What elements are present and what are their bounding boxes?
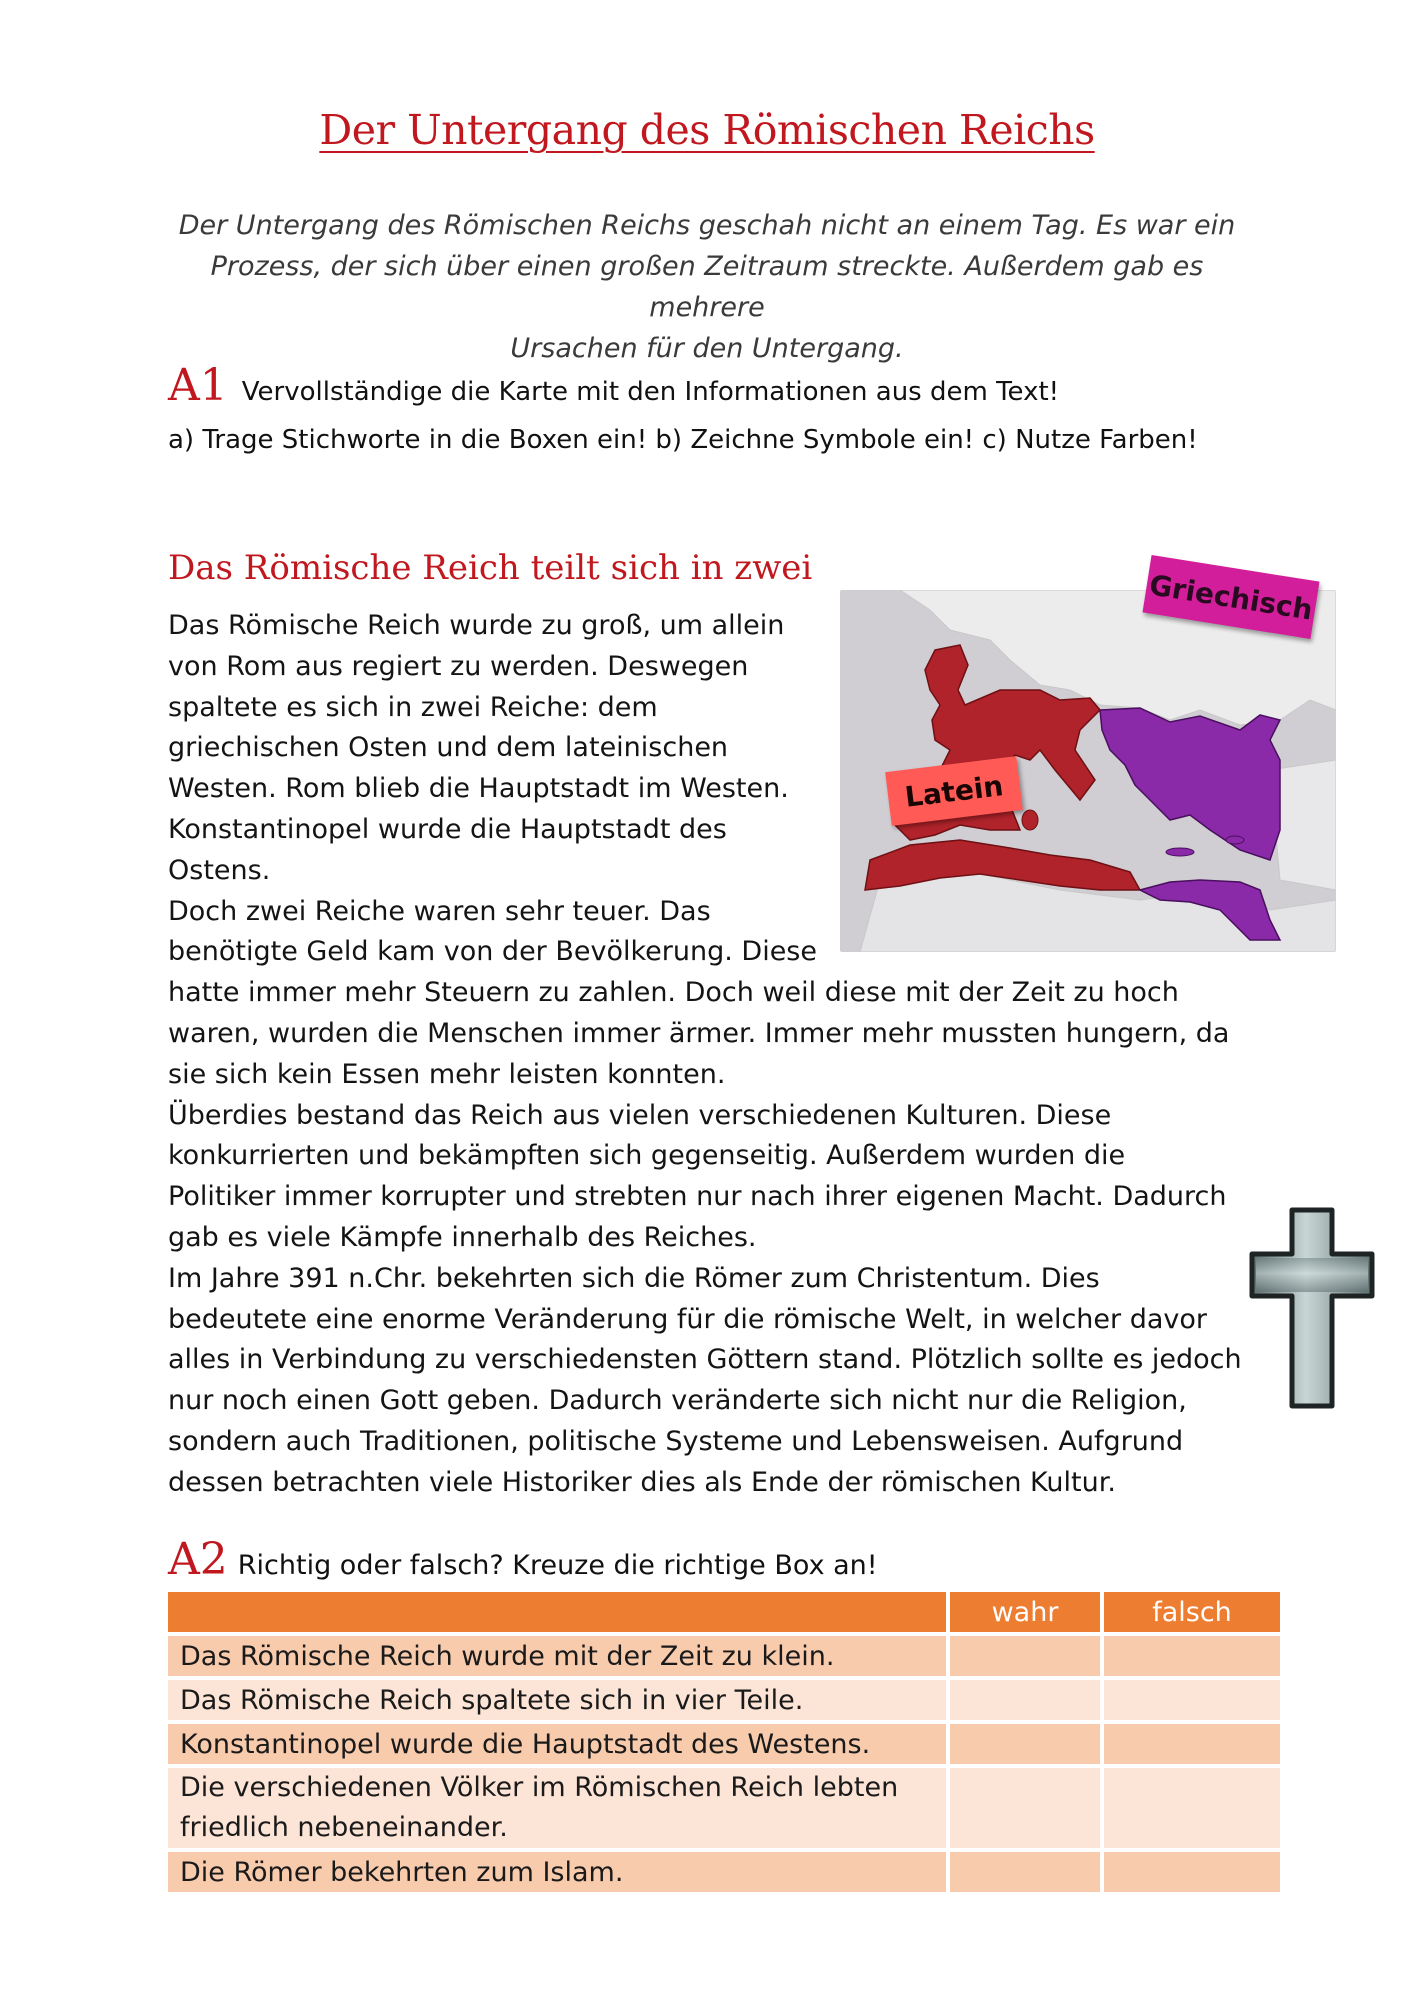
statement-cell: Das Römische Reich wurde mit der Zeit zu klein. bbox=[168, 1636, 946, 1676]
section-heading: Das Römische Reich teilt sich in zwei bbox=[168, 548, 813, 588]
statement-cell: Das Römische Reich spaltete sich in vier Teile. bbox=[168, 1680, 946, 1720]
body-line: nur noch einen Gott geben. Dadurch veränderte sich nicht nur die Religion, bbox=[168, 1385, 1187, 1417]
body-line: Im Jahre 391 n.Chr. bekehrten sich die Römer zum Christentum. Dies bbox=[168, 1262, 1100, 1294]
false-checkbox[interactable] bbox=[1100, 1680, 1280, 1720]
body-line: benötigte Geld kam von der Bevölkerung. Diese bbox=[168, 936, 817, 968]
body-line: Ostens. bbox=[168, 854, 271, 886]
body-line: Überdies bestand das Reich aus vielen verschiedenen Kulturen. Diese bbox=[168, 1099, 1112, 1131]
body-line: Westen. Rom blieb die Hauptstadt im Westen. bbox=[168, 773, 789, 805]
table-row bbox=[168, 1636, 1280, 1676]
cross-icon bbox=[1246, 1206, 1378, 1412]
statement-cell: Die Römer bekehrten zum Islam. bbox=[168, 1852, 946, 1892]
intro-line: Ursachen für den Untergang. bbox=[510, 333, 904, 364]
task1-line1: Vervollständige die Karte mit den Informationen aus dem Text! bbox=[241, 377, 1060, 407]
statement-line: Die verschiedenen Völker im Römischen Reich lebten bbox=[180, 1772, 899, 1803]
map-island bbox=[1166, 848, 1194, 856]
table-header-false: falsch bbox=[1100, 1592, 1280, 1632]
statement-cell: Konstantinopel wurde die Hauptstadt des Westens. bbox=[168, 1724, 946, 1764]
table-row bbox=[168, 1680, 1280, 1720]
true-checkbox[interactable] bbox=[946, 1724, 1100, 1764]
body-line: griechischen Osten und dem lateinischen bbox=[168, 732, 729, 764]
statement-line: friedlich nebeneinander. bbox=[180, 1812, 508, 1843]
intro-paragraph bbox=[160, 205, 1254, 369]
false-checkbox[interactable] bbox=[1100, 1636, 1280, 1676]
map-label-east: Griechisch bbox=[1143, 555, 1320, 639]
statement-cell bbox=[168, 1768, 946, 1848]
body-line: konkurrierten und bekämpften sich gegenseitig. Außerdem wurden die bbox=[168, 1140, 1126, 1172]
true-false-table bbox=[168, 1588, 1280, 1896]
table-header-true: wahr bbox=[946, 1592, 1100, 1632]
false-checkbox[interactable] bbox=[1100, 1724, 1280, 1764]
map-eastern-empire bbox=[1100, 708, 1280, 860]
body-line: sondern auch Traditionen, politische Systeme und Lebensweisen. Aufgrund bbox=[168, 1425, 1184, 1457]
body-line: hatte immer mehr Steuern zu zahlen. Doch weil diese mit der Zeit zu hoch bbox=[168, 977, 1179, 1009]
body-line: spaltete es sich in zwei Reiche: dem bbox=[168, 691, 658, 723]
body-line: Das Römische Reich wurde zu groß, um allein bbox=[168, 610, 785, 641]
task2-instruction: Richtig oder falsch? Kreuze die richtige Box an! bbox=[237, 1550, 878, 1581]
table-row bbox=[168, 1852, 1280, 1892]
body-line: Konstantinopel wurde die Hauptstadt des bbox=[168, 813, 727, 845]
table-row bbox=[168, 1724, 1280, 1764]
table-header-row bbox=[168, 1592, 1280, 1632]
body-line: gab es viele Kämpfe innerhalb des Reiches. bbox=[168, 1221, 757, 1253]
table-header-statement bbox=[168, 1592, 946, 1632]
body-line: bedeutete eine enorme Veränderung für die römische Welt, in welcher davor bbox=[168, 1303, 1207, 1335]
map-island bbox=[1226, 836, 1244, 844]
true-checkbox[interactable] bbox=[946, 1636, 1100, 1676]
task1-label: A1 bbox=[168, 360, 228, 411]
body-line: Doch zwei Reiche waren sehr teuer. Das bbox=[168, 895, 711, 927]
task2 bbox=[168, 1534, 878, 1587]
page-title: Der Untergang des Römischen Reichs bbox=[319, 106, 1095, 154]
task2-label: A2 bbox=[168, 1534, 228, 1585]
true-checkbox[interactable] bbox=[946, 1680, 1100, 1720]
table-row bbox=[168, 1768, 1280, 1848]
body-line: von Rom aus regiert zu werden. Deswegen bbox=[168, 650, 749, 682]
true-checkbox[interactable] bbox=[946, 1768, 1100, 1848]
map-label-west: Latein bbox=[885, 756, 1023, 826]
true-checkbox[interactable] bbox=[946, 1852, 1100, 1892]
body-line: Politiker immer korrupter und strebten nur nach ihrer eigenen Macht. Dadurch bbox=[168, 1181, 1227, 1213]
intro-line: Der Untergang des Römischen Reichs geschah nicht an einem Tag. Es war ein bbox=[178, 210, 1236, 241]
body-line: alles in Verbindung zu verschiedensten Göttern stand. Plötzlich sollte es jedoch bbox=[168, 1344, 1242, 1376]
intro-line: Prozess, der sich über einen großen Zeitraum streckte. Außerdem gab es mehrere bbox=[210, 251, 1204, 323]
task1 bbox=[168, 360, 1198, 461]
body-line: dessen betrachten viele Historiker dies als Ende der römischen Kultur. bbox=[168, 1466, 1116, 1498]
body-line: sie sich kein Essen mehr leisten konnten. bbox=[168, 1058, 726, 1090]
false-checkbox[interactable] bbox=[1100, 1852, 1280, 1892]
task1-line2: a) Trage Stichworte in die Boxen ein! b) Zeichne Symbole ein! c) Nutze Farben! bbox=[168, 425, 1198, 455]
body-line: waren, wurden die Menschen immer ärmer. Immer mehr mussten hungern, da bbox=[168, 1017, 1230, 1049]
false-checkbox[interactable] bbox=[1100, 1768, 1280, 1848]
map-island bbox=[1022, 810, 1038, 830]
